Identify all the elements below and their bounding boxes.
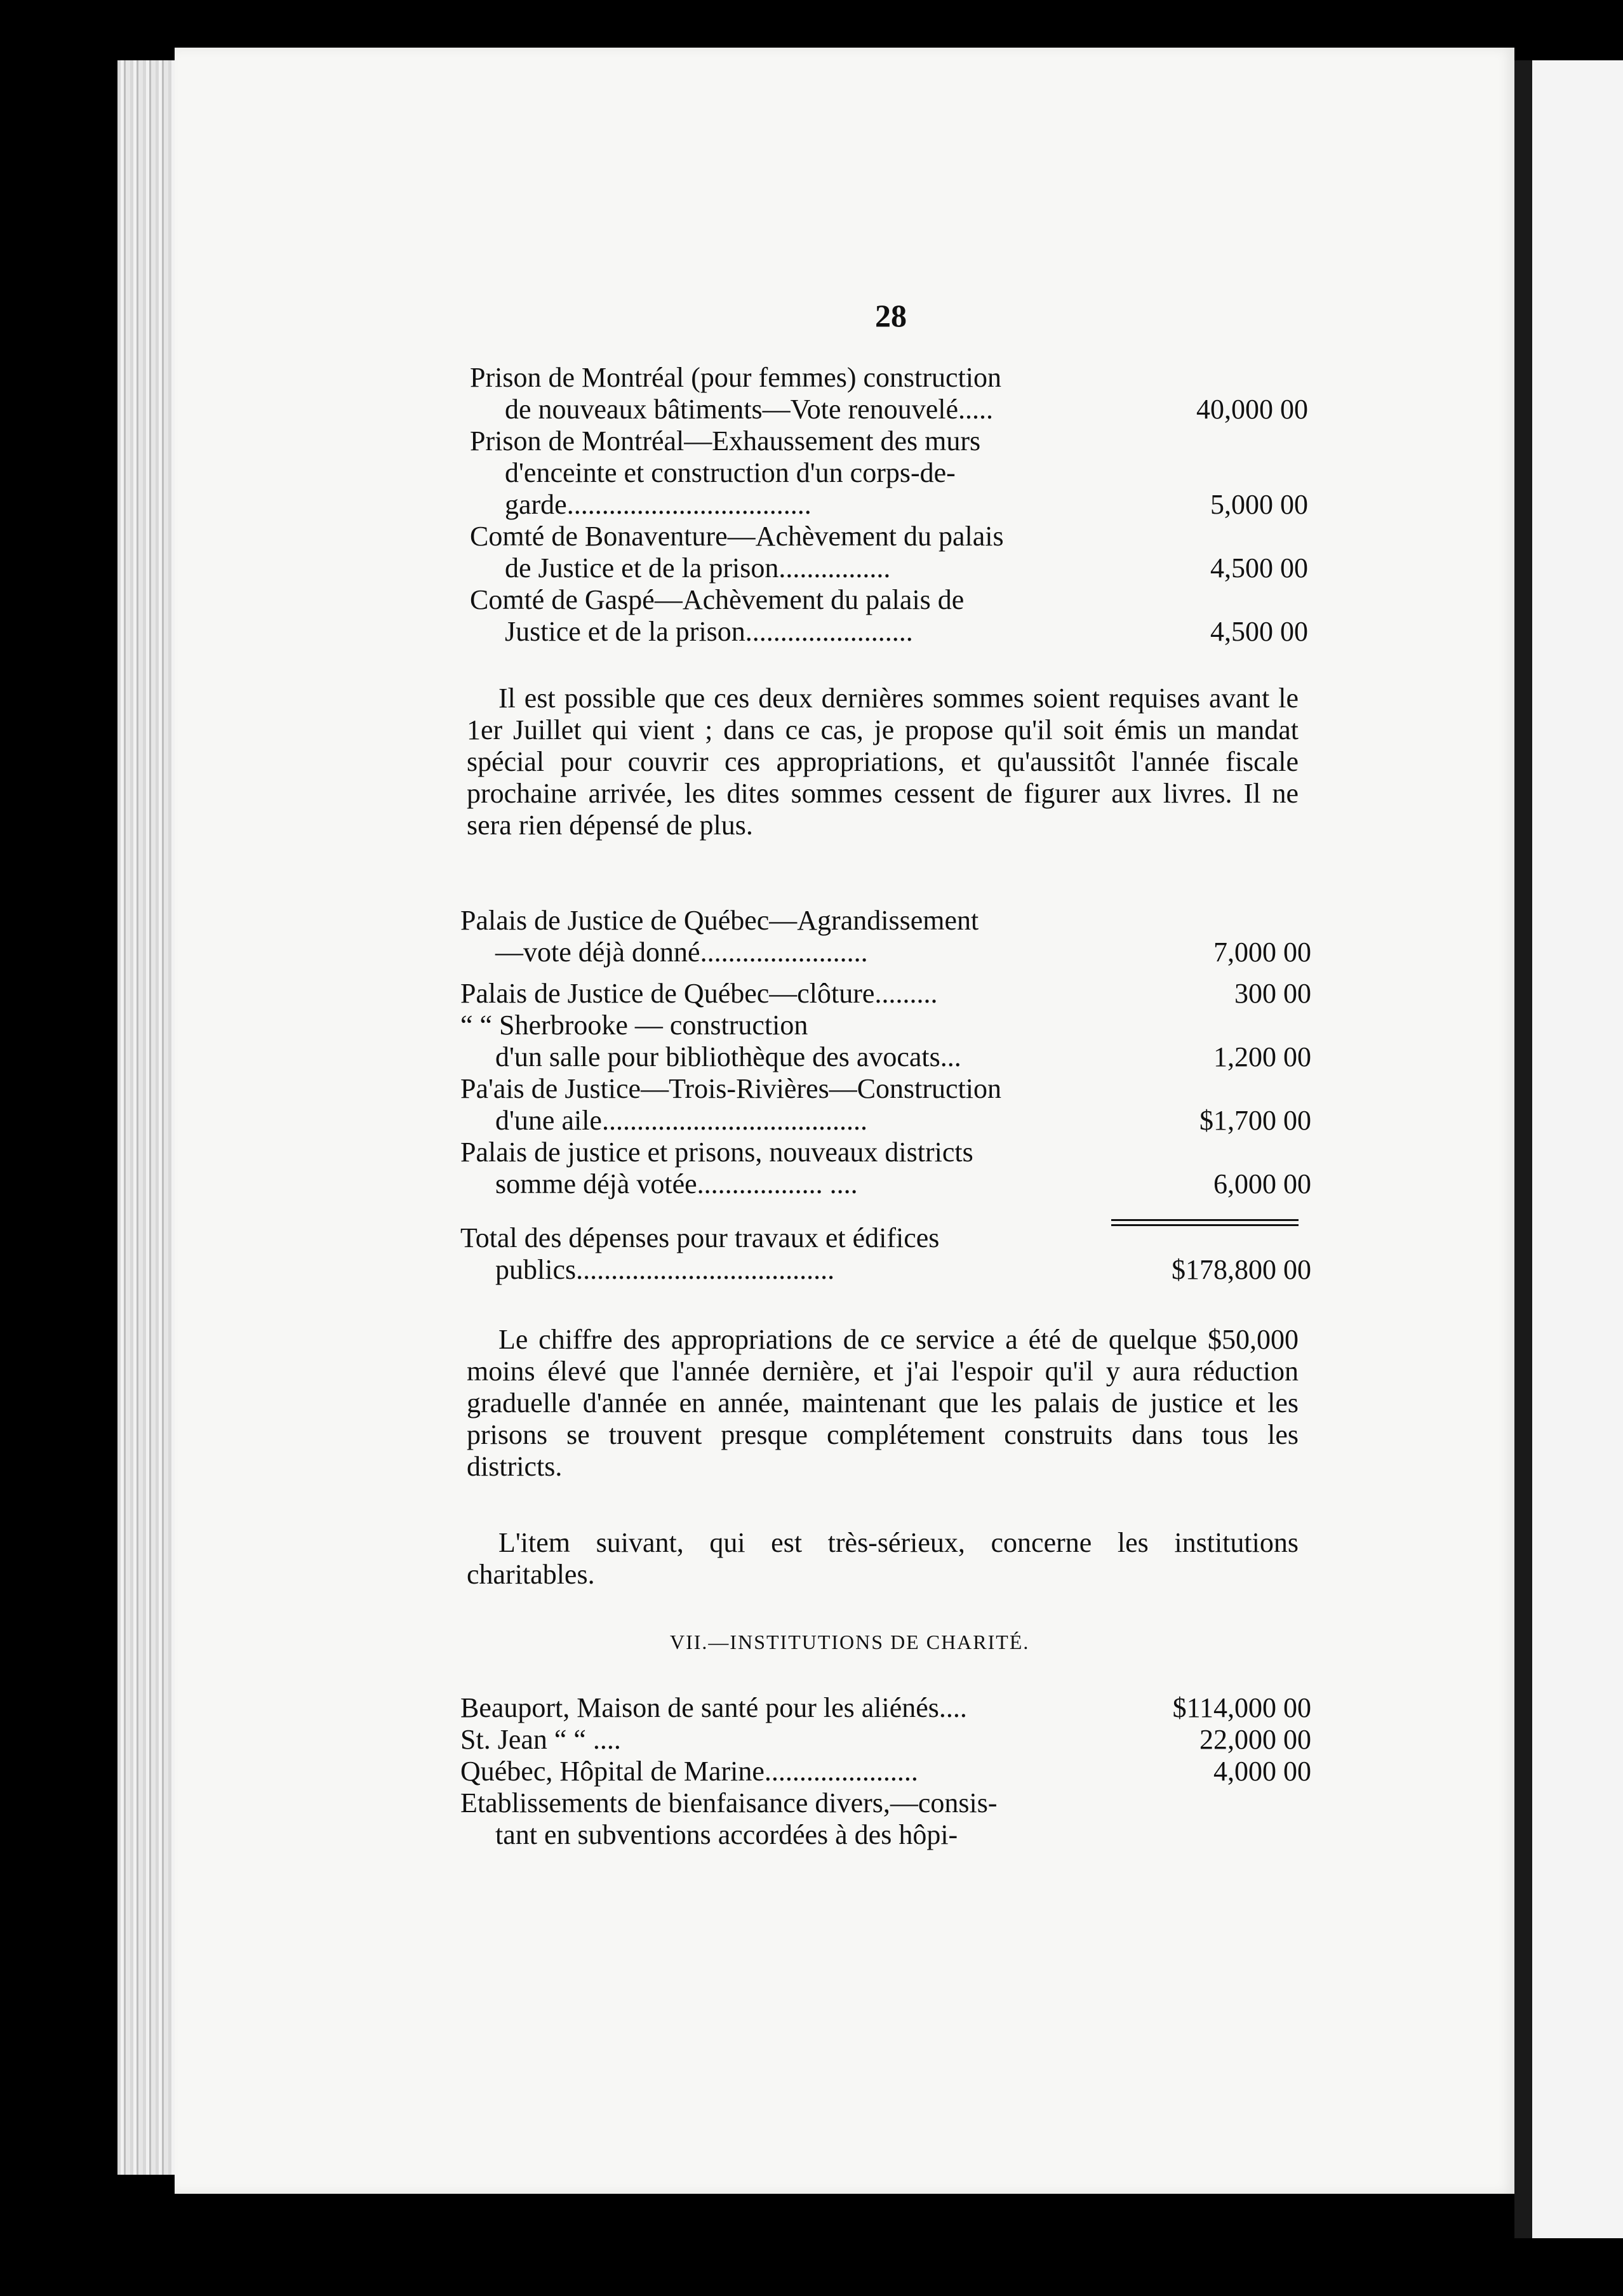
total-rule-double — [1111, 1224, 1299, 1226]
entry-amount: 40,000 00 — [1196, 394, 1308, 425]
facing-page-edge — [1532, 60, 1623, 2238]
entry-line: Palais de Justice de Québec—Agrandissement — [460, 905, 979, 936]
paragraph-charitable — [467, 1527, 1299, 1591]
entry-line: somme déjà votée.................. .... — [495, 1168, 858, 1199]
appropriation-entry — [460, 1787, 1121, 1851]
appropriation-entry — [460, 1756, 1311, 1787]
entry-line: Comté de Gaspé—Achèvement du palais de — [470, 584, 965, 615]
book-gutter-shadow — [1514, 60, 1532, 2238]
entry-amount: 1,200 00 — [1213, 1041, 1311, 1072]
entry-amount: 22,000 00 — [1199, 1724, 1311, 1755]
total-amount: $178,800 00 — [1172, 1254, 1311, 1285]
entry-line: tant en subventions accordées à des hôpi- — [495, 1819, 958, 1850]
appropriation-entry — [460, 978, 1311, 1010]
entry-line: d'enceinte et construction d'un corps-de- — [505, 457, 956, 488]
total-line-text: publics..................................... — [495, 1254, 835, 1285]
entry-amount: 300 00 — [1234, 978, 1311, 1009]
entry-amount: 4,500 00 — [1210, 616, 1308, 647]
entry-amount: 5,000 00 — [1210, 489, 1308, 520]
appropriation-entry — [470, 425, 1308, 521]
entry-amount: 4,000 00 — [1213, 1756, 1311, 1787]
entry-line: Etablissements de bienfaisance divers,—consis- — [460, 1787, 998, 1819]
entry-line: “ “ Sherbrooke — construction — [460, 1010, 808, 1041]
entry-line: Beauport, Maison de santé pour les aliénés.... — [460, 1692, 967, 1723]
paragraph-text: Le chiffre des appropriations de ce service a été de quelque $50,000 moins élevé que l'année dernière, et j'ai l'espoir qu'il y aura réduction graduelle d'année en année, maintenant que les palais de justice et les prisons se trouvent presque complétement construits dans tous les districts. — [467, 1324, 1299, 1482]
total-line-text: Total des dépenses pour travaux et édifices — [460, 1222, 940, 1253]
book-page-edges — [117, 60, 181, 2175]
entry-amount: 6,000 00 — [1213, 1168, 1311, 1199]
paragraph-possible-sums — [467, 683, 1299, 841]
entry-line: d'un salle pour bibliothèque des avocats... — [495, 1041, 961, 1072]
appropriation-entry — [470, 584, 1308, 648]
appropriation-entry — [460, 905, 1311, 968]
page-number: 28 — [875, 298, 907, 333]
entry-line: St. Jean “ “ .... — [460, 1724, 621, 1755]
entry-amount: 4,500 00 — [1210, 552, 1308, 584]
entry-line: Prison de Montréal—Exhaussement des murs — [470, 425, 981, 457]
entry-line: Québec, Hôpital de Marine...................... — [460, 1756, 918, 1787]
paragraph-text: Il est possible que ces deux dernières sommes soient requises avant le 1er Juillet qui vient ; dans ce cas, je propose qu'il soit émis un mandat spécial pour couvrir ces appropriations, et qu'aussitôt l'année fiscale prochaine arrivée, les dites sommes cessent de figurer aux livres. Il ne sera rien dépensé de plus. — [467, 683, 1299, 841]
appropriation-entry — [470, 362, 1308, 425]
entry-line: de Justice et de la prison................ — [505, 552, 891, 584]
paragraph-text: L'item suivant, qui est très-sérieux, concerne les institutions charitables. — [467, 1527, 1299, 1590]
appropriation-entry — [470, 521, 1308, 584]
entry-amount: $114,000 00 — [1172, 1692, 1311, 1723]
total-rule — [1111, 1219, 1299, 1221]
paragraph-appropriations — [467, 1324, 1299, 1483]
entry-line: Prison de Montréal (pour femmes) construction — [470, 362, 1002, 393]
appropriation-entry — [460, 1724, 1311, 1756]
entry-line: Justice et de la prison........................ — [505, 616, 913, 647]
total-entry — [460, 1222, 1311, 1286]
entry-line: —vote déjà donné........................ — [495, 937, 868, 968]
appropriation-entry — [460, 1010, 1311, 1073]
section-heading: VII.—INSTITUTIONS DE CHARITÉ. — [670, 1631, 1030, 1653]
appropriation-entry — [460, 1073, 1311, 1137]
entry-line: Comté de Bonaventure—Achèvement du palais — [470, 521, 1004, 552]
appropriation-entry — [460, 1692, 1311, 1724]
entry-line: Pa'ais de Justice—Trois-Rivières—Construction — [460, 1073, 1002, 1104]
entry-amount: 7,000 00 — [1213, 937, 1311, 968]
entry-line: d'une aile...................................... — [495, 1105, 867, 1136]
entry-line: Palais de justice et prisons, nouveaux districts — [460, 1137, 973, 1168]
entry-line: garde................................... — [505, 489, 812, 520]
entry-line: Palais de Justice de Québec—clôture......... — [460, 978, 938, 1009]
entry-line: de nouveaux bâtiments—Vote renouvelé..... — [505, 394, 993, 425]
entry-amount: $1,700 00 — [1199, 1105, 1311, 1136]
appropriation-entry — [460, 1137, 1311, 1200]
